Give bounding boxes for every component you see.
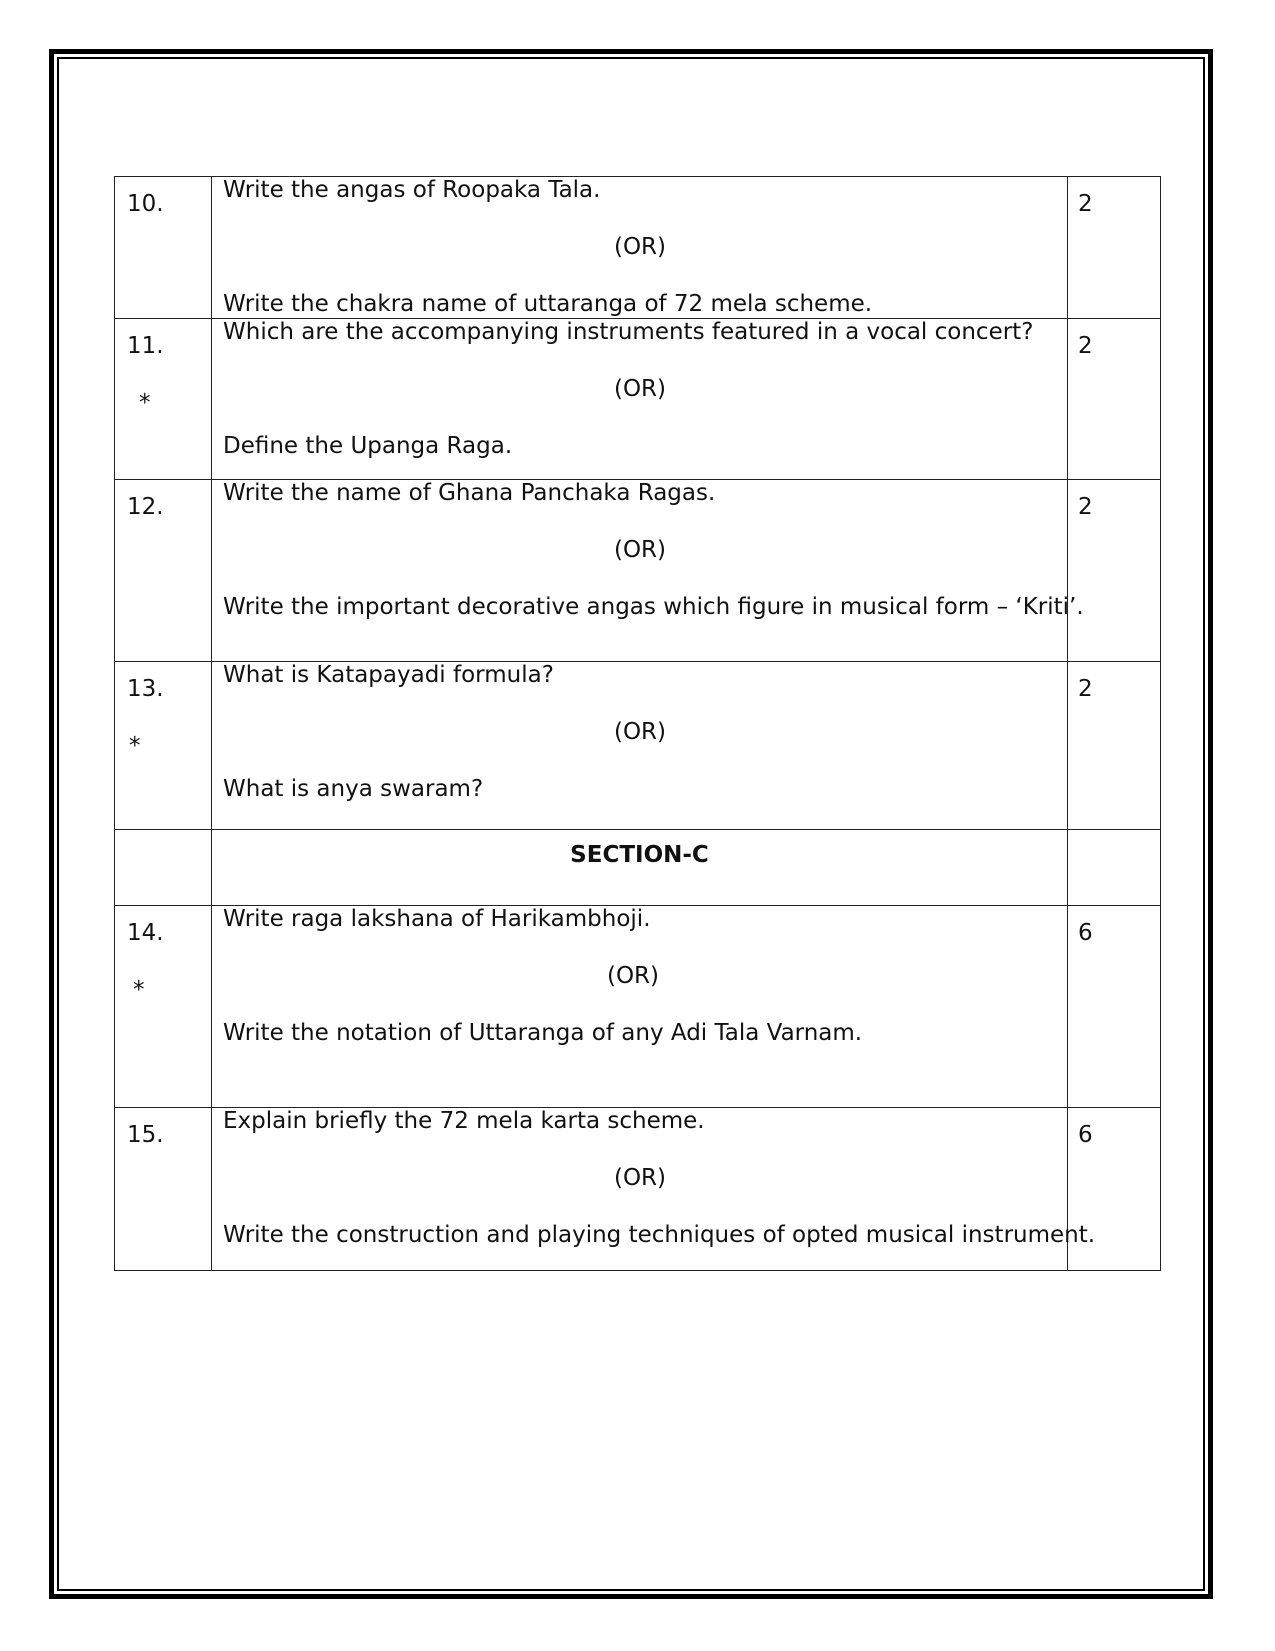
question-number: 10. — [127, 191, 164, 217]
question-text-cell — [212, 177, 1068, 319]
question-number-cell — [115, 319, 212, 480]
question-number: 15. — [127, 1122, 164, 1148]
or-separator: (OR) — [613, 234, 667, 260]
question-primary: Which are the accompanying instruments featured in a vocal concert? — [223, 319, 1034, 345]
question-text-cell — [212, 480, 1084, 662]
question-alternative: Write the construction and playing techniques of opted musical instrument. — [223, 1222, 1096, 1248]
question-number-cell — [115, 480, 212, 662]
question-row-13 — [115, 662, 1161, 830]
question-table — [114, 176, 1161, 1271]
question-row-14 — [115, 906, 1161, 1108]
question-star-marker: * — [133, 977, 145, 1003]
marks-cell — [1068, 177, 1161, 319]
section-c-row — [115, 830, 1161, 906]
marks-value: 6 — [1078, 920, 1093, 946]
question-primary: Write raga lakshana of Harikambhoji. — [223, 906, 651, 932]
question-row-11 — [115, 319, 1161, 480]
question-number-cell — [115, 662, 212, 830]
or-separator: (OR) — [613, 376, 667, 402]
question-number: 14. — [127, 920, 164, 946]
or-separator: (OR) — [613, 719, 667, 745]
section-empty-cell — [1068, 830, 1161, 906]
section-heading-cell — [212, 830, 1068, 906]
question-alternative: Write the important decorative angas which figure in musical form – ‘Kriti’. — [223, 594, 1084, 620]
question-primary: Explain briefly the 72 mela karta scheme. — [223, 1108, 705, 1134]
marks-cell — [1068, 480, 1161, 662]
question-number-cell — [115, 1108, 212, 1271]
marks-value: 2 — [1078, 191, 1093, 217]
section-heading: SECTION-C — [570, 842, 709, 868]
or-separator: (OR) — [613, 537, 667, 563]
question-number: 11. — [127, 333, 164, 359]
question-number: 13. — [127, 676, 164, 702]
marks-cell — [1068, 319, 1161, 480]
question-alternative: Define the Upanga Raga. — [223, 433, 513, 459]
marks-cell — [1068, 906, 1161, 1108]
or-separator: (OR) — [606, 963, 660, 989]
question-text-cell — [212, 1108, 1096, 1271]
question-number: 12. — [127, 494, 164, 520]
question-number-cell — [115, 906, 212, 1108]
marks-value: 2 — [1078, 494, 1093, 520]
question-text-cell — [212, 662, 1068, 830]
marks-cell — [1068, 662, 1161, 830]
question-alternative: Write the notation of Uttaranga of any Adi Tala Varnam. — [223, 1020, 863, 1046]
question-row-10 — [115, 177, 1161, 319]
question-alternative: What is anya swaram? — [223, 776, 484, 802]
question-star-marker: * — [139, 390, 151, 416]
question-primary: Write the angas of Roopaka Tala. — [223, 177, 601, 203]
marks-value: 6 — [1078, 1122, 1093, 1148]
question-primary: What is Katapayadi formula? — [223, 662, 554, 688]
question-primary: Write the name of Ghana Panchaka Ragas. — [223, 480, 716, 506]
question-star-marker: * — [129, 733, 141, 759]
question-row-15 — [115, 1108, 1161, 1271]
marks-value: 2 — [1078, 333, 1093, 359]
question-number-cell — [115, 177, 212, 319]
question-text-cell — [212, 319, 1068, 480]
question-row-12 — [115, 480, 1161, 662]
question-text-cell — [212, 906, 1068, 1108]
marks-value: 2 — [1078, 676, 1093, 702]
question-alternative: Write the chakra name of uttaranga of 72 mela scheme. — [223, 291, 873, 317]
section-empty-cell — [115, 830, 212, 906]
or-separator: (OR) — [613, 1165, 667, 1191]
